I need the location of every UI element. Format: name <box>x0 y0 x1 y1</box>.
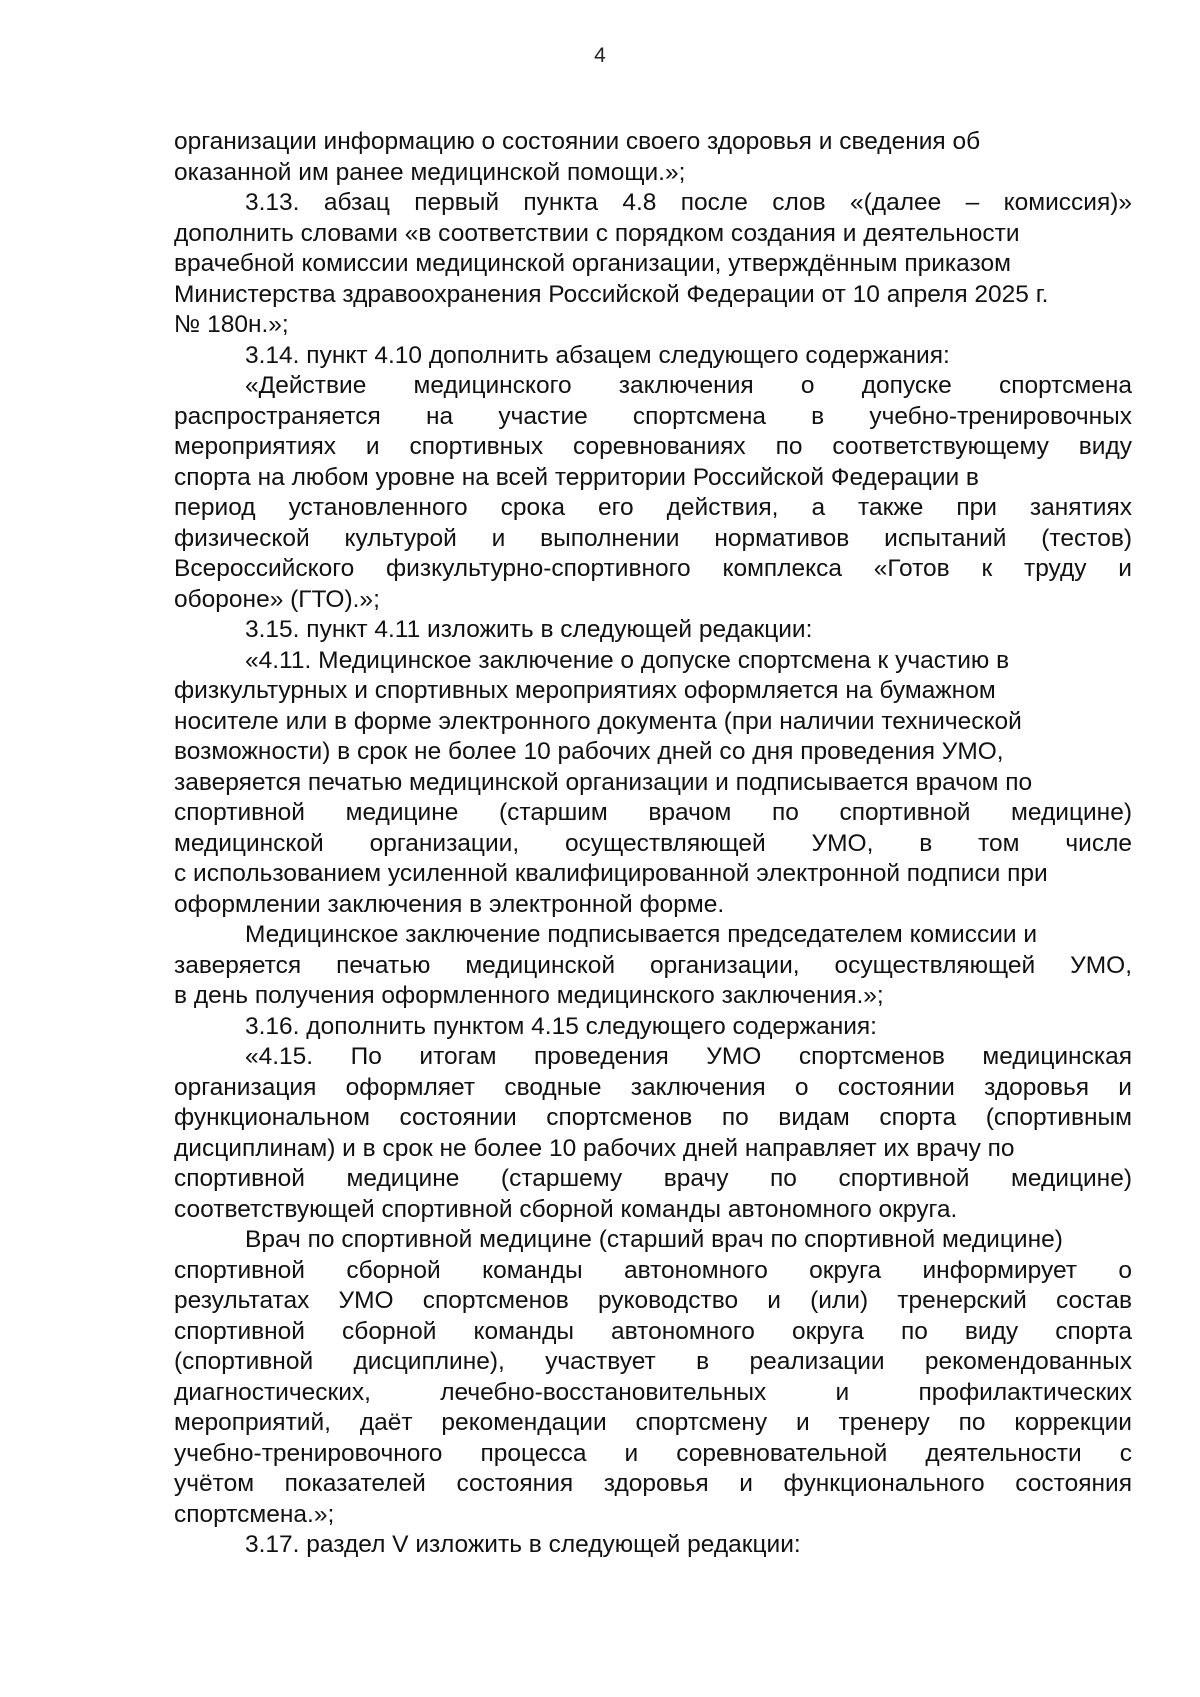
paragraph-signature <box>174 920 1132 1012</box>
text-line: организации информацию о состоянии своего здоровья и сведения об <box>174 128 981 155</box>
text-line: дисциплинам) и в срок не более 10 рабочих дней направляет их врачу по <box>174 1134 1015 1162</box>
text-line: организация оформляет сводные заключения о состоянии здоровья и <box>174 1073 1132 1101</box>
text-line: с использованием усиленной квалифицированной электронной подписи при <box>174 860 1048 887</box>
paragraph-3-16 <box>174 1012 1132 1043</box>
text-line: заверяется печатью медицинской организации, осуществляющей УМО, <box>174 951 1132 979</box>
paragraph-sports-doctor <box>174 1225 1132 1530</box>
text-line: спортивной медицине (старшим врачом по спортивной медицине) <box>174 799 1132 826</box>
paragraph-3-14 <box>174 341 1132 372</box>
text-line: медицинской организации, осуществляющей УМО, в том числе <box>174 829 1132 857</box>
page-number: 4 <box>594 44 606 67</box>
text-line: (спортивной дисциплине), участвует в реализации рекомендованных <box>174 1348 1132 1375</box>
text-line: Министерства здравоохранения Российской Федерации от 10 апреля 2025 г. <box>174 280 1049 308</box>
text-line: № 180н.»; <box>174 311 289 338</box>
text-line: спортсмена.»; <box>174 1500 335 1528</box>
text-line: Врач по спортивной медицине (старший врач по спортивной медицине) <box>245 1226 1063 1253</box>
text-line: 3.13. абзац первый пункта 4.8 после слов «(далее – комиссия)» <box>245 189 1132 216</box>
paragraph-3-15 <box>174 615 1132 646</box>
text-line: мероприятий, даёт рекомендации спортсмену и тренеру по коррекции <box>174 1409 1132 1436</box>
text-line: врачебной комиссии медицинской организации, утверждённым приказом <box>174 250 1011 277</box>
paragraph-quote-4-10 <box>174 371 1132 615</box>
text-line: 3.16. дополнить пунктом 4.15 следующего содержания: <box>245 1012 877 1040</box>
paragraph-3-17 <box>174 1530 1132 1561</box>
document-body <box>174 127 1132 1561</box>
text-line: диагностических, лечебно-восстановительных и профилактических <box>174 1378 1132 1406</box>
text-line: спортивной медицине (старшему врачу по спортивной медицине) <box>174 1165 1132 1192</box>
text-line: учебно-тренировочного процесса и соревновательной деятельности с <box>174 1439 1132 1467</box>
text-line: оформлении заключения в электронной форме. <box>174 890 725 918</box>
text-line: спортивной сборной команды автономного округа информирует о <box>174 1256 1132 1284</box>
text-line: Всероссийского физкультурно-спортивного комплекса «Готов к труду и <box>174 555 1132 582</box>
text-line: период установленного срока его действия, а также при занятиях <box>174 494 1132 521</box>
text-line: 3.17. раздел V изложить в следующей редакции: <box>245 1531 801 1558</box>
text-line: распространяется на участие спортсмена в учебно-тренировочных <box>174 402 1132 430</box>
text-line: физкультурных и спортивных мероприятиях оформляется на бумажном <box>174 677 996 704</box>
text-line: заверяется печатью медицинской организации и подписывается врачом по <box>174 768 1033 796</box>
text-line: 3.15. пункт 4.11 изложить в следующей редакции: <box>245 616 813 643</box>
text-line: учётом показателей состояния здоровья и функционального состояния <box>174 1470 1132 1497</box>
text-line: функциональном состоянии спортсменов по видам спорта (спортивным <box>174 1104 1132 1131</box>
text-line: Медицинское заключение подписывается председателем комиссии и <box>245 921 1038 948</box>
text-line: «4.15. По итогам проведения УМО спортсменов медицинская <box>245 1043 1132 1070</box>
text-line: мероприятиях и спортивных соревнованиях по соответствующему виду <box>174 433 1132 460</box>
text-line: дополнить словами «в соответствии с порядком создания и деятельности <box>174 219 1020 247</box>
text-line: физической культурой и выполнении нормативов испытаний (тестов) <box>174 524 1132 552</box>
text-line: 3.14. пункт 4.10 дополнить абзацем следующего содержания: <box>245 341 950 369</box>
text-line: оказанной им ранее медицинской помощи.»; <box>174 158 686 186</box>
text-line: «Действие медицинского заключения о допуске спортсмена <box>245 372 1132 399</box>
text-line: возможности) в срок не более 10 рабочих дней со дня проведения УМО, <box>174 738 1004 765</box>
paragraph-quote-4-11 <box>174 646 1132 921</box>
paragraph-3-13 <box>174 188 1132 341</box>
paragraph-quote-4-15 <box>174 1042 1132 1225</box>
text-line: обороне» (ГТО).»; <box>174 585 380 613</box>
text-line: спортивной сборной команды автономного округа по виду спорта <box>174 1317 1132 1345</box>
text-line: в день получения оформленного медицинского заключения.»; <box>174 982 884 1009</box>
text-line: соответствующей спортивной сборной команды автономного округа. <box>174 1195 958 1223</box>
text-line: спорта на любом уровне на всей территории Российской Федерации в <box>174 463 979 491</box>
text-line: «4.11. Медицинское заключение о допуске спортсмена к участию в <box>245 646 1010 674</box>
paragraph-continuation <box>174 127 1132 188</box>
text-line: результатах УМО спортсменов руководство и (или) тренерский состав <box>174 1287 1132 1314</box>
text-line: носителе или в форме электронного документа (при наличии технической <box>174 707 1022 735</box>
